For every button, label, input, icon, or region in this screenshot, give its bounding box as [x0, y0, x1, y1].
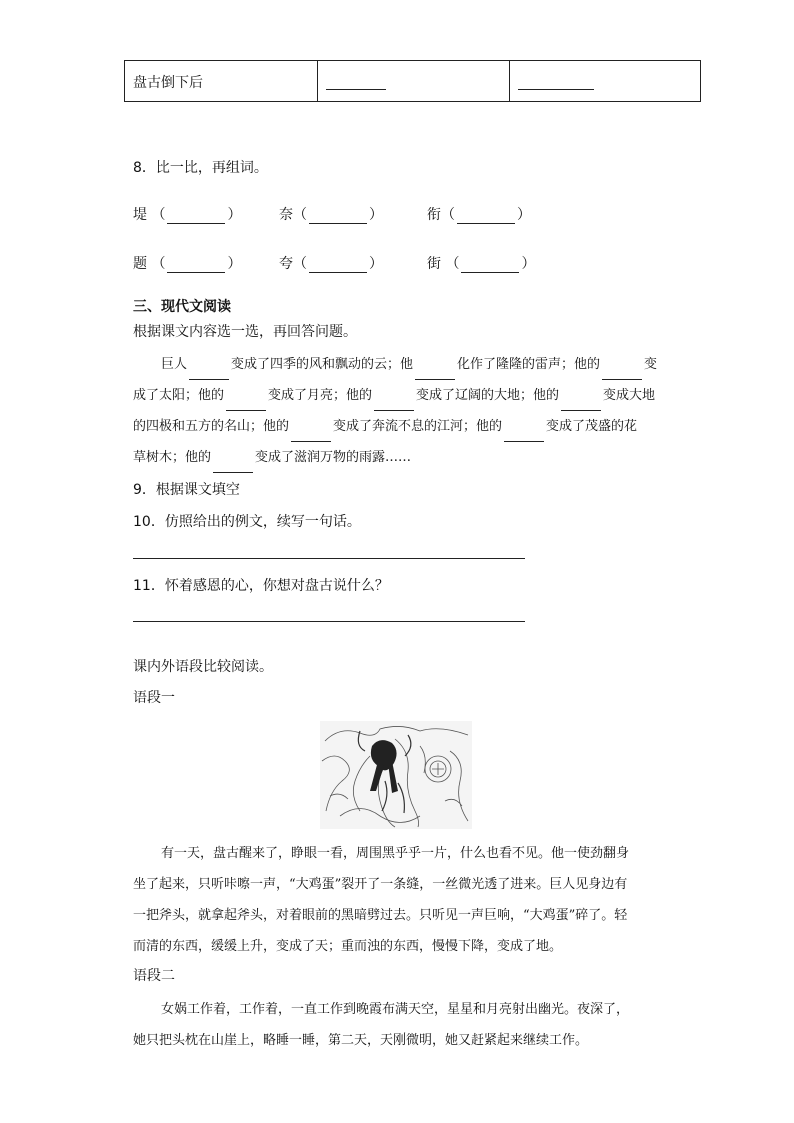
answer-blank[interactable] — [291, 427, 331, 442]
answer-blank[interactable] — [309, 209, 367, 224]
q8-title: 8．比一比，再组词。 — [133, 160, 268, 176]
passage-1-line: 坐了起来，只听咔嚓一声，“大鸡蛋”裂开了一条缝，一丝微光透了进来。巨人见身边有 — [133, 877, 628, 892]
answer-blank[interactable] — [213, 458, 253, 473]
q8-char: 堤 — [133, 207, 147, 223]
answer-blank[interactable] — [561, 396, 601, 411]
passage-2-line: 女娲工作着，工作着，一直工作到晚霞布满天空，星星和月亮射出幽光。夜深了， — [161, 1002, 630, 1017]
q8-item — [427, 204, 531, 224]
passage — [133, 349, 673, 473]
section-instruction: 根据课文内容选一选，再回答问题。 — [133, 324, 357, 340]
section-heading: 三、现代文阅读 — [133, 299, 231, 315]
passage-line: 巨人 变成了四季的风和飘动的云；他 化作了隆隆的雷声；他的 变 — [133, 349, 673, 380]
answer-blank[interactable] — [602, 365, 642, 380]
q8-item — [279, 204, 383, 224]
answer-blank[interactable] — [226, 396, 266, 411]
open-paren: （ — [293, 256, 307, 272]
table-row-label: 盘古倒下后 — [133, 75, 203, 91]
passage-1-line: 而清的东西，缓缓上升，变成了天；重而浊的东西，慢慢下降，变成了地。 — [133, 939, 563, 954]
table-cell-blank-2 — [510, 61, 700, 101]
close-paren: ） — [517, 207, 531, 223]
open-paren: （ — [293, 207, 307, 223]
close-paren: ） — [369, 207, 383, 223]
passage-label-2: 语段二 — [133, 968, 175, 984]
q8-char: 街 — [427, 256, 441, 272]
q8-char: 衔 — [427, 207, 441, 223]
pangu-illustration — [320, 721, 472, 829]
open-paren: （ — [441, 207, 455, 223]
table-cell-label — [125, 61, 318, 101]
passage-1-line: 有一天，盘古醒来了，睁眼一看，周围黑乎乎一片，什么也看不见。他一使劲翻身 — [161, 846, 630, 861]
answer-blank[interactable] — [374, 396, 414, 411]
q9-title: 9．根据课文填空 — [133, 482, 240, 498]
q8-char: 题 — [133, 256, 147, 272]
answer-blank[interactable] — [461, 258, 519, 273]
open-paren: （ — [151, 256, 166, 272]
answer-blank[interactable] — [309, 258, 367, 273]
close-paren: ） — [369, 256, 383, 272]
open-paren: （ — [151, 207, 166, 223]
passage-2 — [133, 994, 673, 1056]
close-paren: ） — [227, 207, 242, 223]
answer-blank[interactable] — [504, 427, 544, 442]
answer-blank[interactable] — [167, 258, 225, 273]
answer-blank[interactable] — [415, 365, 455, 380]
blank-line[interactable] — [326, 89, 386, 90]
q11-title: 11．怀着感恩的心，你想对盘古说什么？ — [133, 578, 389, 594]
q10-answer-line[interactable] — [133, 558, 525, 559]
answer-table — [124, 60, 701, 102]
table-cell-blank-1 — [318, 61, 510, 101]
q10-title: 10．仿照给出的例文，续写一句话。 — [133, 514, 361, 530]
answer-blank[interactable] — [167, 209, 225, 224]
answer-blank[interactable] — [457, 209, 515, 224]
passage-line: 草树木；他的 变成了滋润万物的雨露…… — [133, 442, 673, 473]
passage-line: 的四极和五方的名山；他的 变成了奔流不息的江河；他的 变成了茂盛的花 — [133, 411, 673, 442]
open-paren: （ — [445, 256, 460, 272]
blank-line[interactable] — [518, 89, 594, 90]
passage-label-1: 语段一 — [133, 690, 175, 706]
q8-char: 夸 — [279, 256, 293, 272]
passage-1-line: 一把斧头，就拿起斧头，对着眼前的黑暗劈过去。只听见一声巨响，“大鸡蛋”碎了。轻 — [133, 908, 628, 923]
answer-blank[interactable] — [189, 365, 229, 380]
passage-1 — [133, 838, 673, 962]
passage-2-line: 她只把头枕在山崖上，略睡一睡，第二天，天刚微明，她又赶紧起来继续工作。 — [133, 1033, 589, 1048]
q8-char: 奈 — [279, 207, 293, 223]
compare-intro: 课内外语段比较阅读。 — [133, 659, 273, 675]
q8-item — [279, 253, 383, 273]
q8-item — [133, 204, 241, 224]
close-paren: ） — [521, 256, 536, 272]
close-paren: ） — [227, 256, 242, 272]
q8-item — [133, 253, 241, 273]
passage-line: 成了太阳；他的 变成了月亮；他的 变成了辽阔的大地；他的 变成大地 — [133, 380, 673, 411]
q11-answer-line[interactable] — [133, 621, 525, 622]
q8-item — [427, 253, 535, 273]
